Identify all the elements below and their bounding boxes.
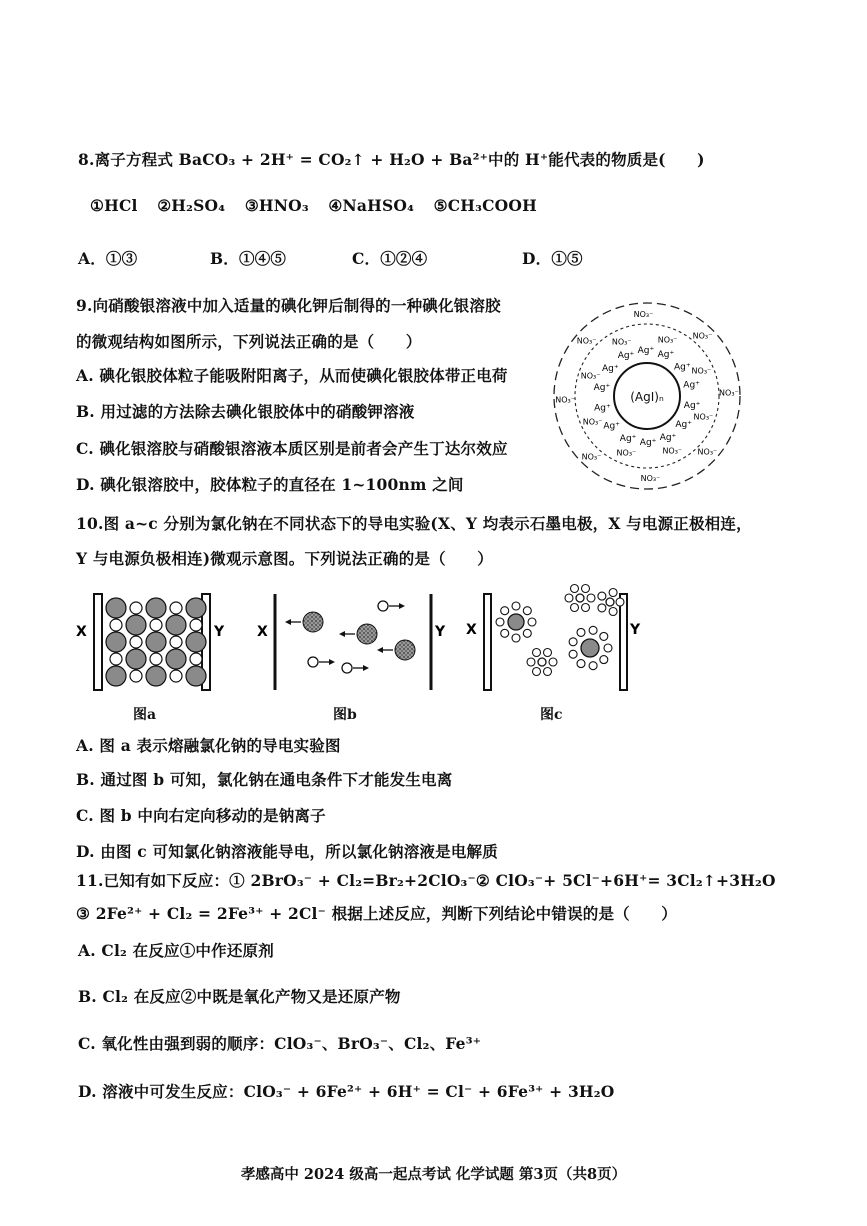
- water-molecule: [587, 594, 595, 602]
- nitrate-ion-label: NO₃⁻: [657, 335, 678, 345]
- nitrate-ion-label: NO₃⁻: [582, 417, 603, 427]
- chloride-ion: [126, 649, 146, 669]
- sodium-ion: [110, 653, 122, 665]
- q9-stem-line1: 9.向硝酸银溶液中加入适量的碘化钾后制得的一种碘化银溶胶: [76, 296, 501, 315]
- sodium-ion: [170, 602, 182, 614]
- chloride-ion: [166, 649, 186, 669]
- nitrate-ion-label: NO₃⁻: [691, 366, 712, 376]
- nitrate-ion-label: NO₃⁻: [697, 447, 718, 457]
- nitrate-ion-label: NO₃⁻: [640, 473, 661, 483]
- q11-option-a[interactable]: A. Cl₂ 在反应①中作还原剂: [78, 941, 274, 960]
- nitrate-ion-label: NO₃⁻: [576, 336, 597, 346]
- water-molecule: [582, 585, 590, 593]
- nitrate-ion-label: NO₃⁻: [581, 452, 602, 462]
- sodium-ion: [130, 636, 142, 648]
- electrode-x-label: X: [257, 624, 268, 640]
- sodium-ion: [130, 670, 142, 682]
- chloride-ion: [166, 615, 186, 635]
- silver-ion-label: Ag⁺: [675, 419, 693, 430]
- q10-option-a[interactable]: A. 图 a 表示熔融氯化钠的导电实验图: [76, 736, 341, 755]
- electrode-y-label: Y: [630, 622, 641, 638]
- sodium-ion: [190, 653, 202, 665]
- silver-ion-label: Ag⁺: [657, 350, 675, 361]
- nitrate-ion-label: NO₃⁻: [611, 337, 632, 347]
- chloride-ion: [377, 640, 415, 660]
- q8-option-d[interactable]: D．①⑤: [522, 249, 583, 268]
- water-molecule: [609, 608, 617, 616]
- q9-stem-line2: 的微观结构如图所示，下列说法正确的是（ ）: [76, 332, 422, 351]
- sodium-ion: [150, 653, 162, 665]
- electrode-x-label: X: [466, 622, 477, 638]
- nitrate-ion-label: NO₃⁻: [580, 371, 601, 381]
- chloride-ion: [285, 612, 323, 632]
- chloride-ion: [146, 632, 166, 652]
- silver-ion-label: Ag⁺: [683, 380, 700, 391]
- q8-option-b[interactable]: B．①④⑤: [210, 249, 287, 268]
- agi-core-label: (AgI)ₙ: [630, 390, 664, 404]
- water-molecule: [533, 668, 541, 676]
- page-footer: 孝感高中 2024 级高一起点考试 化学试题 第3页（共8页）: [240, 1166, 627, 1183]
- nacl-lattice: [106, 598, 206, 686]
- hydrated-sodium-ion: [538, 658, 546, 666]
- water-molecule: [533, 649, 541, 657]
- water-molecule: [523, 629, 531, 637]
- water-molecule: [512, 602, 520, 610]
- q10-option-c[interactable]: C. 图 b 中向右定向移动的是钠离子: [76, 806, 326, 825]
- q11-stem-line2: ③ 2Fe²⁺ + Cl₂ = 2Fe³⁺ + 2Cl⁻ 根据上述反应，判断下列结论中错误的是（ ）: [76, 904, 677, 923]
- water-molecule: [496, 618, 504, 626]
- nitrate-ion-label: NO₃⁻: [555, 395, 575, 405]
- q11-option-c[interactable]: C. 氧化性由强到弱的顺序：ClO₃⁻、BrO₃⁻、Cl₂、Fe³⁺: [78, 1034, 482, 1053]
- water-molecule: [600, 656, 608, 664]
- water-molecule: [577, 628, 585, 636]
- electrode-x-label: X: [76, 624, 87, 640]
- chloride-ion: [146, 666, 166, 686]
- agi-colloid-figure: [535, 296, 795, 496]
- hydrated-ions: [496, 585, 624, 676]
- water-molecule: [598, 604, 606, 612]
- nitrate-ion-label: NO₃⁻: [662, 446, 683, 456]
- q11-option-d[interactable]: D. 溶液中可发生反应：ClO₃⁻ + 6Fe²⁺ + 6H⁺ = Cl⁻ + 6Fe³⁺ + 3H₂O: [78, 1082, 615, 1101]
- chloride-ion: [106, 632, 126, 652]
- q8-stem: 8.离子方程式 BaCO₃ + 2H⁺ = CO₂↑ + H₂O + Ba²⁺中的 H⁺能代表的物质是( ): [78, 150, 705, 169]
- water-molecule: [501, 607, 509, 615]
- nitrate-ion-label: NO₃⁻: [616, 448, 637, 458]
- chloride-ion: [106, 598, 126, 618]
- water-molecule: [501, 629, 509, 637]
- water-molecule: [523, 607, 531, 615]
- chloride-ion: [106, 666, 126, 686]
- nitrate-ion-label: NO₃⁻: [692, 331, 713, 341]
- chloride-ion: [186, 666, 206, 686]
- hydrated-sodium-ion: [576, 594, 584, 602]
- chloride-ion: [146, 598, 166, 618]
- water-molecule: [569, 638, 577, 646]
- figure-c: [462, 578, 662, 698]
- q8-item-1: ①HCl: [90, 196, 138, 215]
- water-molecule: [565, 594, 573, 602]
- q8-item-4: ④NaHSO₄: [328, 196, 415, 215]
- chloride-ion: [186, 632, 206, 652]
- water-molecule: [544, 649, 552, 657]
- silver-ion-label: Ag⁺: [673, 362, 691, 373]
- water-molecule: [549, 658, 557, 666]
- q8-items: [90, 196, 537, 215]
- water-molecule: [600, 632, 608, 640]
- q8-item-3: ③HNO₃: [244, 196, 309, 215]
- q9-option-d[interactable]: D. 碘化银溶胶中，胶体粒子的直径在 1~100nm 之间: [76, 475, 464, 494]
- chloride-ion: [126, 615, 146, 635]
- water-molecule: [571, 585, 579, 593]
- sodium-ion: [110, 619, 122, 631]
- hydrated-chloride-ion: [581, 639, 599, 657]
- q10-stem-line1: 10.图 a~c 分别为氯化钠在不同状态下的导电实验(X、Y 均表示石墨电极，X 与电源正极相连，: [76, 514, 752, 533]
- chloride-ion: [339, 624, 377, 644]
- silver-ion-label: Ag⁺: [601, 364, 619, 375]
- silver-ion-label: Ag⁺: [639, 438, 657, 448]
- silver-ion-label: Ag⁺: [619, 433, 637, 444]
- water-molecule: [571, 604, 579, 612]
- figure-b-label: 图b: [333, 707, 357, 723]
- sodium-ion: [170, 636, 182, 648]
- q10-option-b[interactable]: B. 通过图 b 可知，氯化钠在通电条件下才能发生电离: [76, 770, 453, 789]
- q10-option-d[interactable]: D. 由图 c 可知氯化钠溶液能导电，所以氯化钠溶液是电解质: [76, 842, 498, 861]
- figure-a-label: 图a: [133, 707, 157, 723]
- sodium-ion: [150, 619, 162, 631]
- water-molecule: [616, 598, 624, 606]
- figure-b: [255, 592, 455, 702]
- silver-ion-label: Ag⁺: [637, 346, 655, 356]
- silver-ion-label: Ag⁺: [594, 403, 611, 414]
- nitrate-ion-label: NO₃⁻: [719, 388, 739, 398]
- q8-item-5: ⑤CH₃COOH: [433, 196, 537, 215]
- q11-stem-line1: 11.已知有如下反应：① 2BrO₃⁻ + Cl₂=Br₂+2ClO₃⁻② ClO₃⁻+ 5Cl⁻+6H⁺= 3Cl₂↑+3H₂O: [76, 871, 776, 890]
- q8-option-c[interactable]: C．①②④: [352, 249, 428, 268]
- hydrated-chloride-ion: [508, 614, 524, 630]
- electrode-y-label: Y: [214, 624, 225, 640]
- nitrate-ion-label: NO₃⁻: [633, 310, 654, 320]
- q8-item-2: ②H₂SO₄: [157, 196, 226, 215]
- silver-ion-label: Ag⁺: [683, 401, 701, 412]
- sodium-ion: [342, 663, 369, 673]
- water-molecule: [604, 644, 612, 652]
- water-molecule: [569, 650, 577, 658]
- sodium-ion: [190, 619, 202, 631]
- chloride-ion: [186, 598, 206, 618]
- nitrate-ion-label: NO₃⁻: [693, 412, 714, 422]
- electrode-y-label: Y: [435, 624, 446, 640]
- hydrated-sodium-ion: [606, 598, 614, 606]
- water-molecule: [589, 662, 597, 670]
- q11-option-b[interactable]: B. Cl₂ 在反应②中既是氧化产物又是还原产物: [78, 987, 401, 1006]
- water-molecule: [527, 658, 535, 666]
- water-molecule: [544, 668, 552, 676]
- sodium-ion: [308, 657, 335, 667]
- q9-option-c[interactable]: C. 碘化银溶胶与硝酸银溶液本质区别是前者会产生丁达尔效应: [76, 439, 508, 458]
- sodium-ion: [170, 670, 182, 682]
- water-molecule: [512, 634, 520, 642]
- q10-stem-line2: Y 与电源负极相连)微观示意图。下列说法正确的是（ ）: [76, 549, 493, 568]
- silver-ion-label: Ag⁺: [659, 432, 677, 443]
- q8-option-a[interactable]: A．①③: [78, 249, 138, 268]
- silver-ion-label: Ag⁺: [603, 421, 621, 432]
- water-molecule: [582, 604, 590, 612]
- water-molecule: [528, 618, 536, 626]
- q9-option-a[interactable]: A. 碘化银胶体粒子能吸附阳离子，从而使碘化银胶体带正电荷: [76, 366, 508, 385]
- water-molecule: [589, 626, 597, 634]
- water-molecule: [609, 589, 617, 597]
- water-molecule: [598, 592, 606, 600]
- sodium-ion: [130, 602, 142, 614]
- silver-ion-label: Ag⁺: [617, 351, 635, 362]
- sodium-ion: [378, 601, 405, 611]
- figure-a: [72, 592, 252, 702]
- figure-c-label: 图c: [540, 707, 563, 723]
- q9-option-b[interactable]: B. 用过滤的方法除去碘化银胶体中的硝酸钾溶液: [76, 402, 415, 421]
- silver-ion-label: Ag⁺: [593, 382, 611, 393]
- water-molecule: [577, 660, 585, 668]
